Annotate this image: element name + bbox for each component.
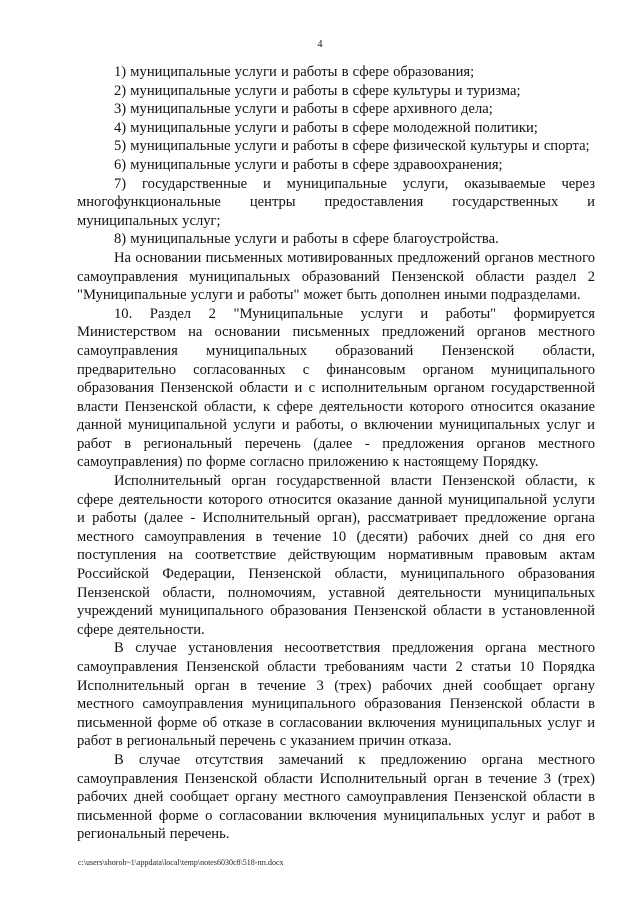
paragraph-additional-subsections: На основании письменных мотивированных предложений органов местного самоуправления муниципальных образований Пензенской области раздел 2 "Муниципальные услуги и работы" может быть дополнен иными подразделами. <box>77 249 595 304</box>
list-item-healthcare: 6) муниципальные услуги и работы в сфере здравоохранения; <box>114 156 503 173</box>
list-item-archive: 3) муниципальные услуги и работы в сфере архивного дела; <box>114 101 493 118</box>
list-item-improvement: 8) муниципальные услуги и работы в сфере благоустройства. <box>114 231 499 248</box>
file-path-footer: c:\users\shorob~1\appdata\local\temp\notes6030c8\518-пп.docx <box>78 858 284 867</box>
list-item-education: 1) муниципальные услуги и работы в сфере образования; <box>114 64 475 80</box>
list-item-culture: 2) муниципальные услуги и работы в сфере культуры и туризма; <box>114 82 521 99</box>
paragraph-refusal: В случае установления несоответствия предложения органа местного самоуправления Пензенской области требованиям части 2 статьи 10 Порядка Исполнительный орган в течение 3 (трех) рабочих дней сообщает органу местного самоуправления муниципального образования Пензенской области в письменной форме об отказе в согласовании включения муниципальных услуг и работ в региональный перечень с указанием причин отказа. <box>77 640 595 750</box>
list-item-mfc: 7) государственные и муниципальные услуги, оказываемые через многофункциональные центры предоставления государственных и муниципальных услуг; <box>77 175 595 229</box>
list-item-sport: 5) муниципальные услуги и работы в сфере физической культуры и спорта; <box>114 138 590 155</box>
list-item-youth-policy: 4) муниципальные услуги и работы в сфере молодежной политики; <box>114 119 538 136</box>
document-body <box>77 63 595 844</box>
paragraph-item-10: 10. Раздел 2 "Муниципальные услуги и работы" формируется Министерством на основании письменных предложений органов местного самоуправления муниципальных образований Пензенской области, предварительно согласованных с финансовым органом муниципального образования Пензенской области и с исполнительным органом государственной власти Пензенской области, к сфере деятельности которого относится оказание данной муниципальной услуги и работы, о включении муниципальных услуг и работ в региональный перечень (далее - предложения органов местного самоуправления) по форме согласно приложению к настоящему Порядку. <box>77 305 595 471</box>
paragraph-approval: В случае отсутствия замечаний к предложению органа местного самоуправления Пензенской области Исполнительный орган в течение 3 (трех) рабочих дней сообщает органу местного самоуправления Пензенской области в письменной форме о согласовании включения муниципальных услуг и работ в региональный перечень. <box>77 751 595 843</box>
page-number: 4 <box>317 39 323 50</box>
paragraph-executive-review: Исполнительный орган государственной власти Пензенской области, к сфере деятельности которого относится оказание данной муниципальной услуги и работы (далее - Исполнительный орган), рассматривает предложение органа местного самоуправления в течение 10 (десяти) рабочих дней со дня его поступления на соответствие действующим нормативным правовым актам Российской Федерации, Пензенской области, муниципального образования Пензенской области, полномочиям, уставной деятельности муниципальных учреждений муниципального образования Пензенской области в установленной сфере деятельности. <box>77 473 595 638</box>
